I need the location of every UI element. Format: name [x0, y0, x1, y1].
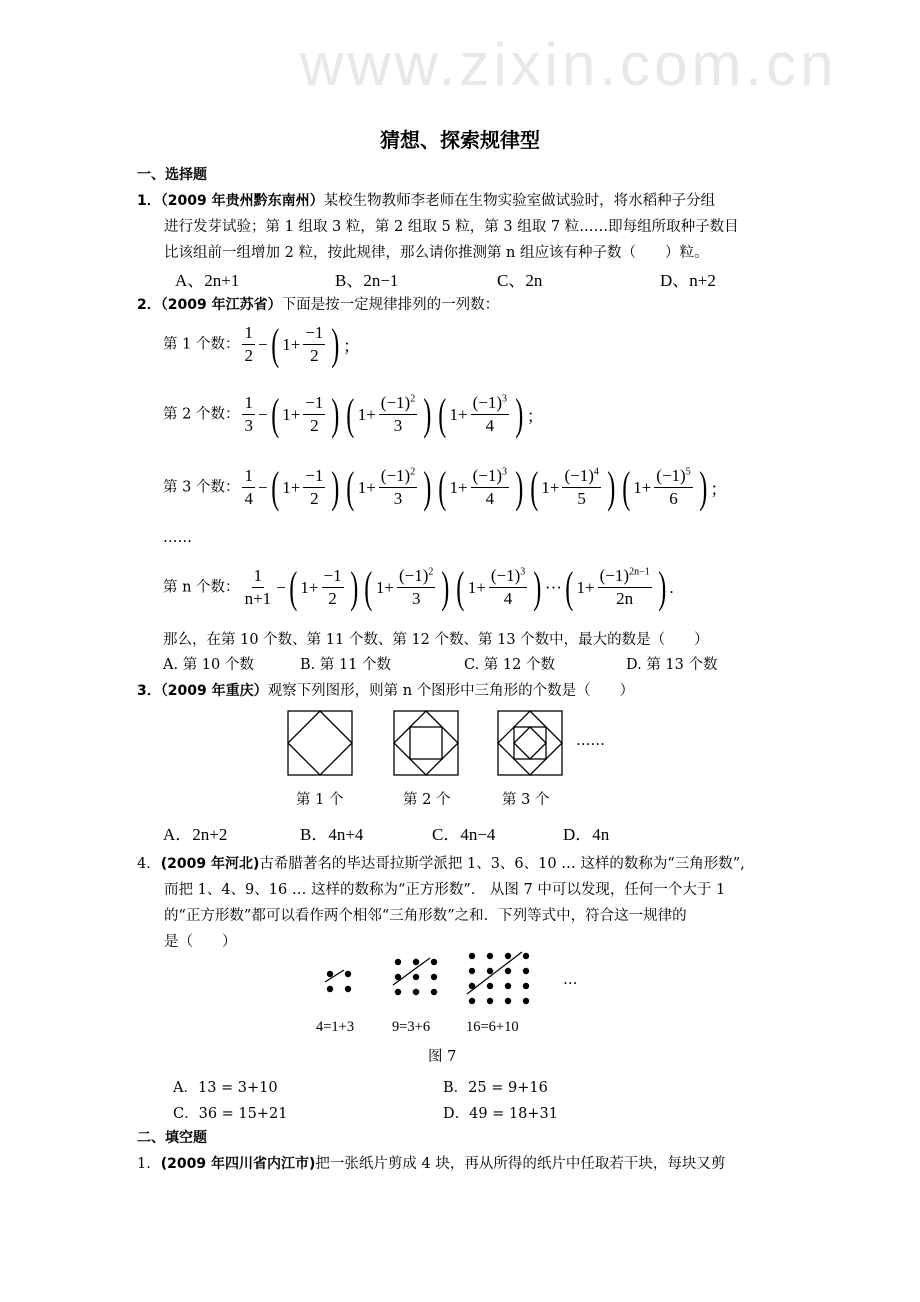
dot [487, 983, 493, 989]
paren-left: ( [621, 462, 630, 512]
expression [239, 319, 361, 369]
factor [562, 562, 669, 612]
q4-option-d: D．49 = 18+31 [443, 1106, 558, 1122]
factor [527, 462, 619, 512]
q4-number: 4． [137, 856, 161, 872]
q4-source: (2009 年河北) [160, 856, 260, 872]
q4-fig-caption: 图 7 [428, 1049, 457, 1065]
denominator: 2 [310, 489, 319, 508]
q3-number: 3． [137, 683, 161, 699]
factor-fraction [471, 392, 509, 437]
dot [345, 971, 351, 977]
factor [268, 389, 344, 439]
q2-option-b: B. 第 11 个数 [300, 657, 392, 673]
numerator: $(-1)^2$ [379, 465, 417, 488]
one-plus: 1+ [541, 477, 560, 497]
paren-right: ) [423, 389, 432, 439]
denominator: 2n [616, 589, 634, 608]
dot [505, 998, 511, 1004]
dot [523, 998, 529, 1004]
exponent: 3 [502, 466, 508, 478]
numerator: $(-1)^2$ [397, 565, 435, 588]
row-end: . [669, 577, 674, 597]
q1-line2: 进行发芽试验；第 1 组取 3 粒，第 2 组取 5 粒，第 3 组取 7 粒……即每组所取种子数目 [164, 219, 739, 235]
factor-fraction [379, 392, 417, 437]
dot-grid-1 [325, 970, 351, 992]
numerator: 1 [242, 322, 255, 345]
denominator: 2 [244, 346, 253, 365]
diagonal-divider [467, 952, 522, 994]
minus-sign: − [276, 577, 286, 597]
q2-option-c: C. 第 12 个数 [464, 657, 555, 673]
paren-left: ( [289, 562, 298, 612]
minus-sign: − [257, 334, 268, 354]
denominator: 4 [503, 589, 513, 608]
factor-fraction [322, 565, 344, 610]
numerator: −1 [303, 392, 325, 415]
minus-sign: − [257, 404, 268, 424]
q4-option-a: A．13 = 3+10 [173, 1080, 278, 1096]
dot [431, 974, 437, 980]
paren-left: ( [346, 462, 355, 512]
q3-option-b: B．4n+4 [300, 825, 364, 844]
factor [361, 562, 453, 612]
q4-fig-label-1: 4=1+3 [316, 1019, 355, 1035]
dot [327, 971, 333, 977]
factor-fraction [562, 465, 600, 510]
lead-fraction [242, 392, 255, 437]
dot [413, 959, 419, 965]
numerator: −1 [303, 322, 325, 345]
figure-3 [498, 711, 562, 775]
row-label: 第 2 个数： [163, 406, 240, 423]
exponent: 2 [410, 393, 416, 405]
numerator: 1 [242, 465, 255, 488]
paren-right: ) [515, 389, 524, 439]
numerator: −1 [303, 465, 325, 488]
one-plus: 1+ [576, 577, 595, 597]
dot [505, 983, 511, 989]
paren-right: ) [607, 462, 616, 512]
q3-option-a: A．2n+2 [163, 825, 228, 844]
numerator: 1 [252, 565, 265, 588]
factor-fraction [303, 392, 325, 437]
q4-fig-label-3: 16=6+10 [466, 1019, 519, 1035]
q4-dot-figure [310, 950, 550, 1015]
one-plus: 1+ [300, 577, 319, 597]
q4-text: 古希腊著名的毕达哥拉斯学派把 1、3、6、10 … 这样的数称为“三角形数”, [259, 856, 745, 872]
paren-right: ) [515, 462, 524, 512]
q2-sequence-row-2 [163, 389, 544, 439]
factor-fraction [654, 465, 692, 510]
numerator: −1 [322, 565, 344, 588]
f1-number: 1． [137, 1156, 161, 1172]
dot [487, 953, 493, 959]
q3-source: （2009 年重庆） [160, 683, 268, 699]
dot [523, 953, 529, 959]
paren-right: ) [331, 319, 340, 369]
numerator: $(-1)^2$ [379, 392, 417, 415]
factor-fraction [598, 565, 652, 610]
factor-fraction [303, 465, 325, 510]
q3-option-c: C．4n−4 [432, 825, 496, 844]
exponent: 2 [410, 466, 416, 478]
factor-fraction [397, 565, 435, 610]
paren-right: ) [533, 562, 542, 612]
q2-source: （2009 年江苏省） [160, 297, 282, 313]
numerator: $(-1)^3$ [471, 392, 509, 415]
q2-text: 下面是按一定规律排列的一列数： [281, 297, 500, 313]
dot [431, 989, 437, 995]
denominator: n+1 [244, 589, 272, 608]
q3-option-d: D．4n [563, 825, 610, 844]
denominator: 2 [310, 346, 319, 365]
denominator: 4 [485, 416, 495, 435]
numerator: 1 [242, 392, 255, 415]
q1-line3: 比该组前一组增加 2 粒，按此规律，那么请你推测第 n 组应该有种子数（ ）粒。 [164, 245, 709, 261]
q3-figure-ellipsis: …… [576, 733, 605, 749]
dot [505, 968, 511, 974]
dot [395, 959, 401, 965]
q2-ellipsis: …… [163, 530, 192, 546]
q2-sequence-row-1 [163, 319, 361, 369]
lead-fraction [242, 322, 255, 367]
denominator: 4 [485, 489, 495, 508]
factor [268, 462, 344, 512]
dot [523, 983, 529, 989]
q1-option-d: D、n+2 [660, 271, 716, 290]
denominator: 3 [411, 589, 421, 608]
row-label: 第 1 个数： [163, 336, 240, 353]
denominator: 4 [244, 489, 253, 508]
factor [286, 562, 362, 612]
numerator: $(-1)^{2n-1}$ [598, 565, 652, 588]
q4-option-c: C．36 = 15+21 [173, 1106, 288, 1122]
dot [345, 986, 351, 992]
paren-left: ( [456, 562, 465, 612]
factor-fraction [471, 465, 509, 510]
watermark: www.zixin.com.cn [300, 31, 838, 98]
q4-line2: 而把 1、4、9、16 … 这样的数称为“正方形数”． 从图 7 中可以发现，任何一个大于 1 [164, 882, 726, 898]
dot [487, 998, 493, 1004]
exponent: 3 [502, 393, 508, 405]
paren-left: ( [346, 389, 355, 439]
expression [239, 389, 544, 439]
q4-fig-label-2: 9=3+6 [392, 1019, 431, 1035]
q1-option-b: B、2n−1 [335, 271, 399, 290]
dot [487, 968, 493, 974]
denominator: 2 [310, 416, 319, 435]
f1-line1 [137, 1152, 725, 1173]
paren-left: ( [270, 319, 279, 369]
row-end: ； [526, 407, 544, 426]
section-heading-fill: 二、填空题 [137, 1130, 207, 1146]
q1-number: 1． [137, 193, 161, 209]
factor-fraction [489, 565, 527, 610]
dot-grid-2 [393, 958, 437, 995]
q1-text: 某校生物教师李老师在生物实验室做试验时，将水稻种子分组 [323, 193, 716, 209]
factor [435, 389, 527, 439]
paren-left: ( [270, 462, 279, 512]
q1-option-a: A、2n+1 [175, 271, 240, 290]
numerator: $(-1)^5$ [654, 465, 692, 488]
factor [343, 462, 435, 512]
row-label: 第 3 个数： [163, 479, 240, 496]
dot [505, 953, 511, 959]
numerator: $(-1)^3$ [471, 465, 509, 488]
denominator: 3 [393, 489, 403, 508]
dot-grid-3 [467, 952, 529, 1004]
paren-right: ) [349, 562, 358, 612]
q4-option-b: B．25 = 9+16 [443, 1080, 548, 1096]
one-plus: 1+ [633, 477, 652, 497]
page-title: 猜想、探索规律型 [380, 128, 540, 152]
factor [619, 462, 711, 512]
q2-sequence-row-n [163, 562, 674, 612]
q3-fig-label-2: 第 2 个 [403, 792, 451, 808]
factor-fraction [303, 322, 325, 367]
numerator: $(-1)^4$ [562, 465, 600, 488]
expression [240, 562, 674, 612]
one-plus: 1+ [357, 477, 376, 497]
factor-fraction [379, 465, 417, 510]
one-plus: 1+ [282, 404, 301, 424]
one-plus: 1+ [375, 577, 394, 597]
row-end: ； [343, 337, 361, 356]
q2-sequence-row-3 [163, 462, 728, 512]
one-plus: 1+ [282, 334, 301, 354]
f1-text: 把一张纸片剪成 4 块，再从所得的纸片中任取若干块，每块又剪 [315, 1156, 726, 1172]
paren-left: ( [438, 389, 447, 439]
paren-right: ) [699, 462, 708, 512]
dot [413, 974, 419, 980]
dot [431, 959, 437, 965]
f1-source: (2009 年四川省内江市) [160, 1156, 316, 1172]
lead-fraction [242, 465, 255, 510]
q2-question: 那么，在第 10 个数、第 11 个数、第 12 个数、第 13 个数中，最大的数是（ ） [163, 632, 709, 648]
exponent: 4 [593, 466, 599, 478]
lead-fraction [243, 565, 274, 610]
q4-figure-ellipsis: … [563, 972, 578, 988]
dot [469, 998, 475, 1004]
paren-left: ( [565, 562, 574, 612]
factor [453, 562, 545, 612]
denominator: 3 [244, 416, 253, 435]
q1-line1 [137, 189, 715, 210]
one-plus: 1+ [357, 404, 376, 424]
dot [327, 986, 333, 992]
dot [413, 989, 419, 995]
factor [435, 462, 527, 512]
expression [239, 462, 728, 512]
q2-number: 2． [137, 297, 161, 313]
paren-left: ( [530, 462, 539, 512]
figure-1 [288, 711, 352, 775]
q3-line1 [137, 679, 634, 700]
q2-line1 [137, 293, 499, 314]
factor [268, 319, 344, 369]
q2-option-a: A. 第 10 个数 [163, 657, 254, 673]
q2-option-d: D. 第 13 个数 [626, 657, 718, 673]
paren-right: ) [658, 562, 667, 612]
denominator: 5 [577, 489, 586, 508]
one-plus: 1+ [449, 477, 468, 497]
paren-left: ( [270, 389, 279, 439]
figure-2 [394, 711, 458, 775]
q3-text: 观察下列图形，则第 n 个图形中三角形的个数是（ ） [267, 683, 635, 699]
minus-sign: − [257, 477, 268, 497]
denominator: 3 [393, 416, 403, 435]
paren-right: ) [331, 462, 340, 512]
paren-right: ) [441, 562, 450, 612]
exponent: 2 [428, 566, 434, 578]
exponent: 5 [685, 466, 691, 478]
paren-right: ) [331, 389, 340, 439]
q4-line4: 是（ ） [164, 934, 237, 950]
exponent: 2n−1 [629, 566, 650, 578]
section-heading-choice: 一、选择题 [137, 167, 207, 183]
dot [523, 968, 529, 974]
denominator: 6 [669, 489, 678, 508]
dot [469, 968, 475, 974]
q3-nested-squares-figure [280, 705, 570, 785]
paren-left: ( [438, 462, 447, 512]
one-plus: 1+ [449, 404, 468, 424]
paren-right: ) [423, 462, 432, 512]
dot [469, 953, 475, 959]
dot [395, 989, 401, 995]
denominator: 2 [328, 589, 337, 608]
q1-option-c: C、2n [497, 271, 543, 290]
q4-line1 [137, 852, 745, 873]
q1-source: （2009 年贵州黔东南州） [160, 193, 324, 209]
numerator: $(-1)^3$ [489, 565, 527, 588]
ellipsis: ··· [544, 577, 562, 597]
row-label: 第 n 个数： [163, 579, 240, 596]
row-end: ； [710, 480, 728, 499]
q4-line3: 的“正方形数”都可以看作两个相邻“三角形数”之和．下列等式中，符合这一规律的 [164, 908, 687, 924]
q3-fig-label-1: 第 1 个 [296, 792, 344, 808]
paren-left: ( [364, 562, 373, 612]
factor [343, 389, 435, 439]
q3-fig-label-3: 第 3 个 [502, 792, 550, 808]
one-plus: 1+ [467, 577, 486, 597]
one-plus: 1+ [282, 477, 301, 497]
exponent: 3 [520, 566, 526, 578]
